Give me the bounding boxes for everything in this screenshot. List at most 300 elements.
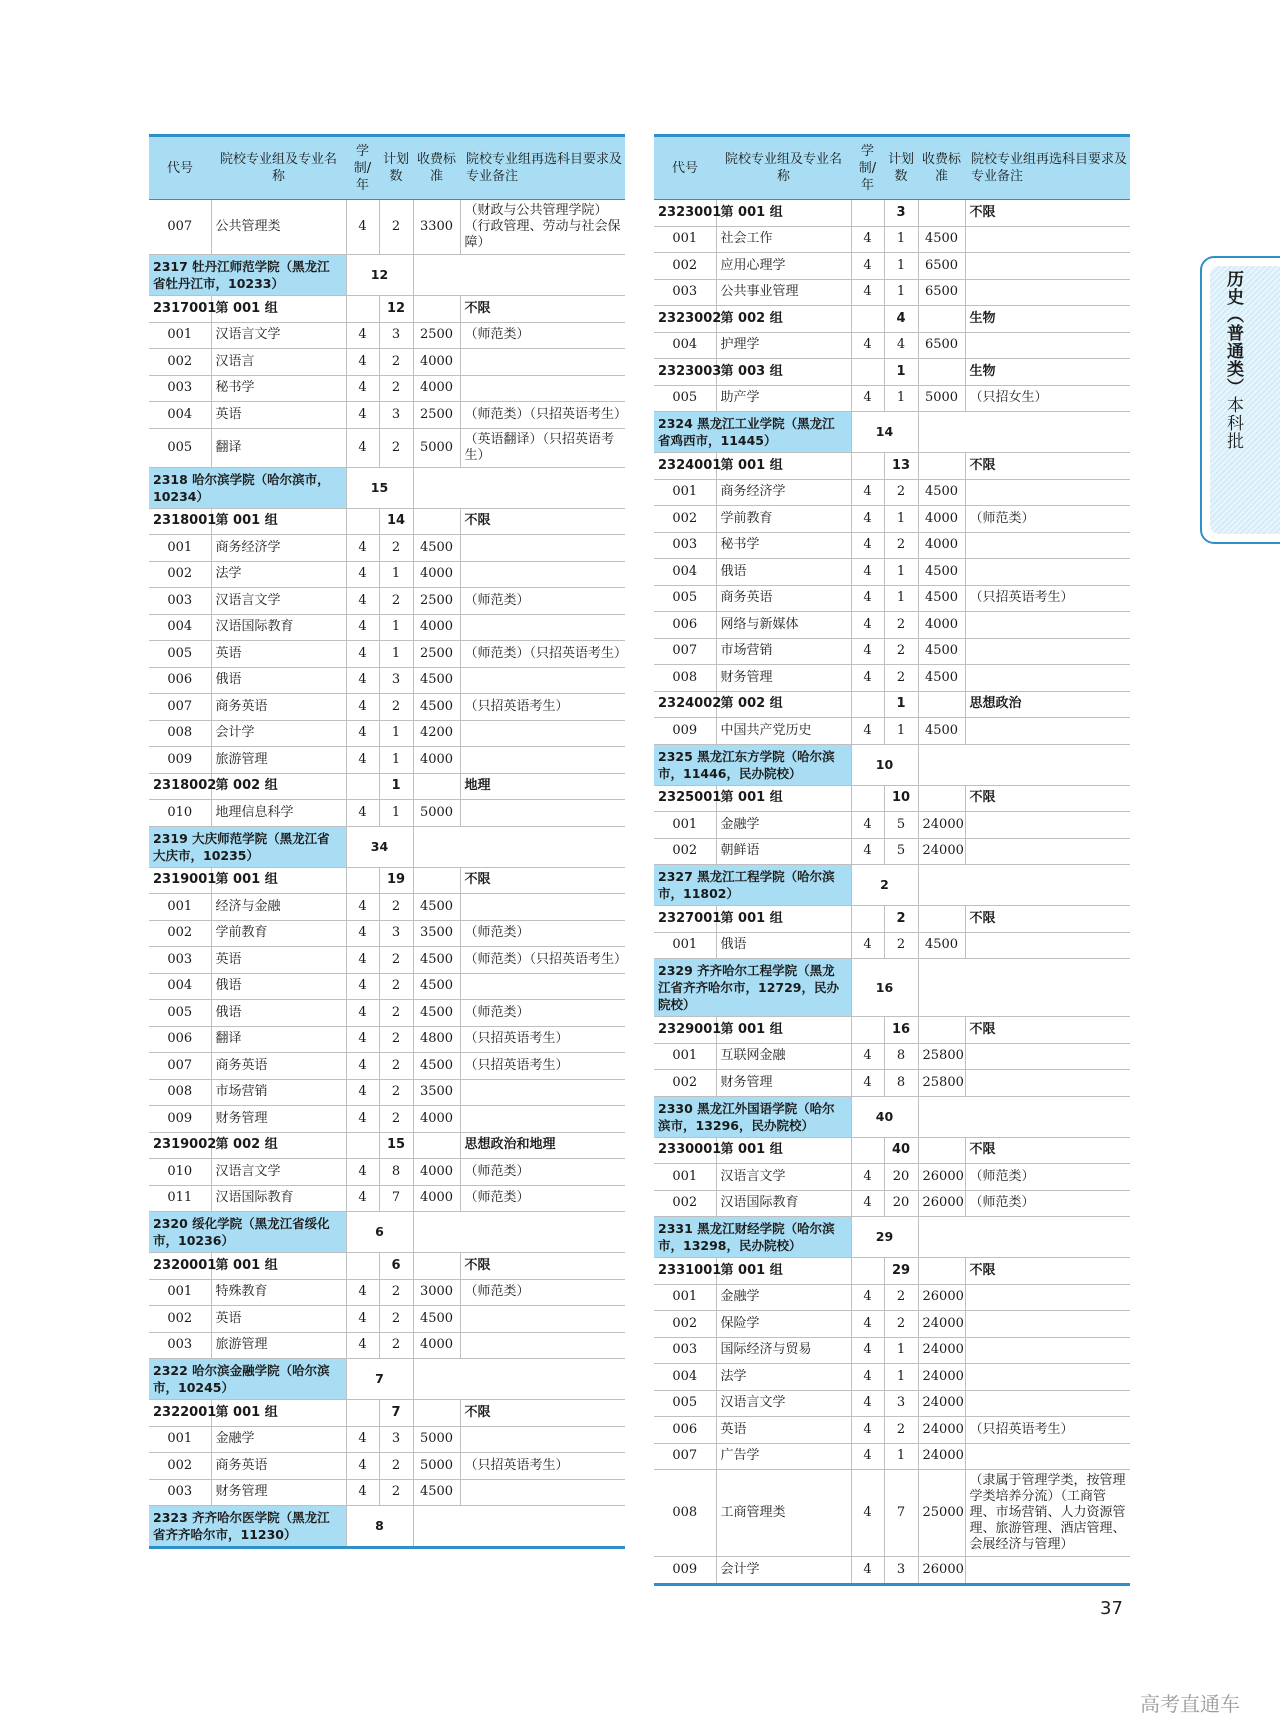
group-requirement: 不限 [965,1017,1130,1044]
group-code: 2323002 [654,306,716,333]
group-code: 2324001 [654,453,716,480]
major-years: 4 [851,812,884,839]
major-years: 4 [346,1026,379,1053]
major-note [965,1557,1130,1585]
school-empty-cell [918,865,1130,906]
major-plan: 2 [379,1279,413,1306]
major-row [149,1426,625,1453]
major-row [149,1479,625,1506]
school-row [149,826,625,867]
header-plan: 计划数 [379,136,413,200]
major-code: 005 [654,585,716,612]
group-name: 第 001 组 [716,1137,851,1164]
major-code: 001 [654,1284,716,1311]
group-plan: 1 [884,359,918,386]
major-fee: 4500 [413,1479,460,1506]
major-note: （师范类） [965,1164,1130,1191]
group-name: 第 001 组 [211,1400,346,1427]
major-plan: 1 [884,585,918,612]
major-row [654,665,1130,692]
school-name: 2327 黑龙江工程学院（哈尔滨市，11802） [654,865,851,906]
major-years: 4 [346,1000,379,1027]
major-years: 4 [851,506,884,533]
group-fee [918,691,965,718]
major-note: （师范类） [460,588,625,615]
major-plan: 20 [884,1190,918,1217]
major-fee: 4500 [918,479,965,506]
major-years: 4 [346,375,379,402]
group-years [851,359,884,386]
major-code: 011 [149,1185,211,1212]
major-name: 会计学 [716,1557,851,1585]
group-name: 第 001 组 [211,1253,346,1280]
major-fee: 4500 [918,638,965,665]
major-note [460,349,625,376]
group-fee [413,508,460,535]
major-years: 4 [346,667,379,694]
major-plan: 1 [884,718,918,745]
major-name: 金融学 [716,1284,851,1311]
major-plan: 1 [379,561,413,588]
group-plan: 14 [379,508,413,535]
major-code: 001 [654,1043,716,1070]
major-years: 4 [851,279,884,306]
major-years: 4 [346,920,379,947]
school-row [149,1359,625,1400]
major-years: 4 [346,614,379,641]
major-years: 4 [851,1337,884,1364]
major-code: 008 [654,1470,716,1557]
major-code: 002 [149,1453,211,1480]
major-code: 004 [654,332,716,359]
major-row [149,894,625,921]
major-row [654,479,1130,506]
major-plan: 5 [884,812,918,839]
major-fee: 5000 [413,800,460,827]
major-plan: 20 [884,1164,918,1191]
group-fee [413,1132,460,1159]
school-empty-cell [413,255,625,296]
major-row [149,322,625,349]
major-years: 4 [851,838,884,865]
school-name: 2330 黑龙江外国语学院（哈尔滨市，13296，民办院校） [654,1096,851,1137]
major-note: （英语翻译）（只招英语考生） [460,428,625,467]
school-row [149,1212,625,1253]
major-name: 护理学 [716,332,851,359]
group-years [346,296,379,323]
major-fee: 4200 [413,720,460,747]
group-fee [918,906,965,933]
school-row [149,255,625,296]
major-row [149,1053,625,1080]
group-plan: 2 [884,906,918,933]
major-fee: 25800 [918,1070,965,1097]
major-years: 4 [851,479,884,506]
major-name: 英语 [211,641,346,668]
school-name: 2324 黑龙江工业学院（黑龙江省鸡西市，11445） [654,412,851,453]
major-note [965,665,1130,692]
major-name: 商务英语 [716,585,851,612]
major-plan: 1 [884,253,918,280]
major-row [149,200,625,255]
major-row [654,1070,1130,1097]
major-plan: 2 [379,1026,413,1053]
major-fee: 4500 [918,718,965,745]
page-number: 37 [1100,1598,1123,1619]
major-years: 4 [851,226,884,253]
group-row [654,200,1130,227]
school-plan-total: 15 [346,467,413,508]
major-plan: 3 [379,920,413,947]
major-years: 4 [346,1106,379,1133]
major-years: 4 [851,1070,884,1097]
major-row [654,585,1130,612]
major-note: （师范类）（只招英语考生） [460,641,625,668]
major-plan: 3 [379,1426,413,1453]
major-fee: 3500 [413,1079,460,1106]
admission-table-left [149,134,628,1549]
major-note: （只招英语考生） [965,1417,1130,1444]
school-row [654,412,1130,453]
major-row [149,667,625,694]
major-name: 财务管理 [211,1479,346,1506]
major-code: 001 [654,812,716,839]
major-row [654,1390,1130,1417]
school-name: 2317 牡丹江师范学院（黑龙江省牡丹江市，10233） [149,255,346,296]
major-name: 财务管理 [716,1070,851,1097]
group-requirement: 不限 [460,1253,625,1280]
major-note [460,561,625,588]
major-code: 006 [654,1417,716,1444]
major-row [654,718,1130,745]
group-years [851,1017,884,1044]
group-row [654,453,1130,480]
major-name: 汉语国际教育 [211,1185,346,1212]
major-row [654,1311,1130,1338]
group-row [654,691,1130,718]
major-name: 汉语言 [211,349,346,376]
table-header-row [149,136,625,200]
major-note [460,747,625,774]
group-plan: 1 [884,691,918,718]
major-plan: 1 [884,279,918,306]
major-fee: 4500 [413,947,460,974]
major-plan: 1 [884,506,918,533]
group-plan: 29 [884,1258,918,1285]
major-fee: 4500 [918,559,965,586]
major-plan: 2 [379,1053,413,1080]
major-name: 朝鲜语 [716,838,851,865]
group-name: 第 003 组 [716,359,851,386]
major-plan: 8 [884,1070,918,1097]
major-note [460,1106,625,1133]
school-row [654,744,1130,785]
major-plan: 2 [379,947,413,974]
major-years: 4 [346,894,379,921]
major-code: 006 [149,667,211,694]
group-name: 第 001 组 [716,453,851,480]
major-note: （师范类）（只招英语考生） [460,402,625,429]
group-requirement: 不限 [460,296,625,323]
major-code: 007 [654,638,716,665]
major-fee: 4500 [413,1306,460,1333]
school-empty-cell [918,1096,1130,1137]
major-code: 001 [654,1164,716,1191]
major-code: 002 [149,349,211,376]
major-plan: 2 [884,612,918,639]
group-row [149,508,625,535]
major-name: 中国共产党历史 [716,718,851,745]
major-fee: 4500 [413,1053,460,1080]
major-plan: 1 [379,747,413,774]
group-name: 第 002 组 [211,773,346,800]
group-fee [918,359,965,386]
major-name: 汉语国际教育 [716,1190,851,1217]
major-code: 001 [149,894,211,921]
major-plan: 2 [884,932,918,959]
major-name: 市场营销 [211,1079,346,1106]
major-name: 助产学 [716,385,851,412]
major-plan: 8 [884,1043,918,1070]
major-plan: 2 [379,1306,413,1333]
major-name: 广告学 [716,1443,851,1470]
major-code: 007 [149,1053,211,1080]
major-plan: 7 [379,1185,413,1212]
school-name: 2325 黑龙江东方学院（哈尔滨市，11446，民办院校） [654,744,851,785]
group-fee [413,1400,460,1427]
major-plan: 2 [379,1000,413,1027]
group-name: 第 002 组 [716,306,851,333]
group-fee [413,867,460,894]
group-row [654,359,1130,386]
major-fee: 4500 [413,535,460,562]
major-row [654,559,1130,586]
major-name: 英语 [211,947,346,974]
group-years [346,508,379,535]
major-row [654,932,1130,959]
major-name: 汉语言文学 [716,1164,851,1191]
major-note [460,1306,625,1333]
major-note: （只招英语考生） [965,585,1130,612]
major-code: 003 [149,1479,211,1506]
table-body-right [654,200,1130,1585]
major-row [654,1443,1130,1470]
major-fee: 2500 [413,641,460,668]
major-name: 法学 [716,1364,851,1391]
group-requirement: 不限 [965,906,1130,933]
major-plan: 3 [379,322,413,349]
major-name: 英语 [211,402,346,429]
major-years: 4 [346,561,379,588]
major-years: 4 [851,253,884,280]
major-years: 4 [851,1443,884,1470]
major-years: 4 [851,1164,884,1191]
major-note [460,375,625,402]
major-note [965,1364,1130,1391]
major-row [654,1417,1130,1444]
major-name: 财务管理 [716,665,851,692]
major-name: 网络与新媒体 [716,612,851,639]
section-side-tab [1200,256,1280,544]
major-fee: 4500 [413,667,460,694]
major-name: 金融学 [716,812,851,839]
major-row [149,375,625,402]
group-years [346,1132,379,1159]
major-note [965,838,1130,865]
major-code: 003 [149,375,211,402]
major-plan: 2 [379,588,413,615]
school-name: 2329 齐齐哈尔工程学院（黑龙江省齐齐哈尔市，12729，民办院校） [654,959,851,1017]
group-row [149,296,625,323]
major-row [654,838,1130,865]
group-code: 2319002 [149,1132,211,1159]
major-years: 4 [851,559,884,586]
major-name: 俄语 [211,973,346,1000]
major-row [149,1079,625,1106]
major-fee: 4500 [413,694,460,721]
major-note [965,479,1130,506]
major-name: 学前教育 [716,506,851,533]
major-years: 4 [346,1426,379,1453]
major-note: （师范类） [965,506,1130,533]
major-plan: 2 [884,479,918,506]
major-years: 4 [851,1284,884,1311]
major-fee: 5000 [413,1453,460,1480]
group-plan: 10 [884,785,918,812]
major-code: 005 [654,1390,716,1417]
group-requirement: 不限 [965,200,1130,227]
major-note [965,1337,1130,1364]
major-plan: 1 [379,641,413,668]
major-code: 009 [149,747,211,774]
major-years: 4 [346,322,379,349]
group-requirement: 不限 [965,453,1130,480]
group-plan: 7 [379,1400,413,1427]
major-name: 汉语言文学 [211,1159,346,1186]
major-code: 009 [654,718,716,745]
group-code: 2318001 [149,508,211,535]
school-name: 2318 哈尔滨学院（哈尔滨市，10234） [149,467,346,508]
major-code: 003 [654,1337,716,1364]
major-plan: 2 [379,200,413,255]
major-years: 4 [346,535,379,562]
major-note [965,1043,1130,1070]
major-row [654,253,1130,280]
school-empty-cell [413,826,625,867]
major-code: 002 [149,561,211,588]
group-requirement: 生物 [965,306,1130,333]
major-years: 4 [346,973,379,1000]
major-code: 007 [654,1443,716,1470]
group-years [851,1137,884,1164]
major-plan: 1 [884,226,918,253]
major-name: 汉语言文学 [211,322,346,349]
major-years: 4 [346,1185,379,1212]
major-fee: 25000 [918,1470,965,1557]
major-plan: 2 [379,1106,413,1133]
group-plan: 15 [379,1132,413,1159]
group-requirement: 地理 [460,773,625,800]
group-code: 2318002 [149,773,211,800]
school-plan-total: 40 [851,1096,918,1137]
major-fee: 5000 [918,385,965,412]
major-row [149,920,625,947]
group-requirement: 不限 [965,785,1130,812]
group-fee [413,1253,460,1280]
school-plan-total: 14 [851,412,918,453]
group-plan: 16 [884,1017,918,1044]
major-row [149,641,625,668]
major-years: 4 [346,1279,379,1306]
major-fee: 4000 [413,1185,460,1212]
group-fee [918,1258,965,1285]
group-requirement: 不限 [965,1258,1130,1285]
group-row [654,1017,1130,1044]
major-plan: 1 [884,559,918,586]
group-fee [918,1137,965,1164]
group-row [654,906,1130,933]
major-code: 008 [149,1079,211,1106]
group-years [851,200,884,227]
group-name: 第 002 组 [211,1132,346,1159]
major-row [654,638,1130,665]
group-row [149,1253,625,1280]
group-plan: 40 [884,1137,918,1164]
major-years: 4 [851,718,884,745]
major-code: 002 [654,838,716,865]
major-plan: 1 [884,385,918,412]
major-row [149,947,625,974]
major-years: 4 [851,932,884,959]
group-plan: 3 [884,200,918,227]
major-row [149,1026,625,1053]
school-empty-cell [918,412,1130,453]
major-code: 005 [149,428,211,467]
major-years: 4 [346,641,379,668]
major-years: 4 [851,1190,884,1217]
major-years: 4 [851,1470,884,1557]
major-note [460,535,625,562]
major-note: （只招英语考生） [460,1053,625,1080]
major-note: （师范类） [460,322,625,349]
major-name: 汉语言文学 [211,588,346,615]
school-empty-cell [918,959,1130,1017]
major-row [149,800,625,827]
major-fee: 6500 [918,253,965,280]
major-fee: 3500 [413,920,460,947]
major-plan: 1 [884,1364,918,1391]
major-plan: 2 [379,1453,413,1480]
major-years: 4 [346,1053,379,1080]
header-code: 代号 [149,136,211,200]
major-row [654,1190,1130,1217]
major-code: 006 [149,1026,211,1053]
major-fee: 6500 [918,279,965,306]
major-row [654,1470,1130,1557]
major-note [460,973,625,1000]
group-years [346,1253,379,1280]
major-plan: 3 [884,1390,918,1417]
major-note [965,612,1130,639]
major-fee: 4500 [413,894,460,921]
major-fee: 3000 [413,1279,460,1306]
major-fee: 26000 [918,1190,965,1217]
major-code: 004 [149,973,211,1000]
group-requirement: 思想政治 [965,691,1130,718]
major-row [149,1000,625,1027]
major-note [965,226,1130,253]
major-plan: 2 [379,1079,413,1106]
